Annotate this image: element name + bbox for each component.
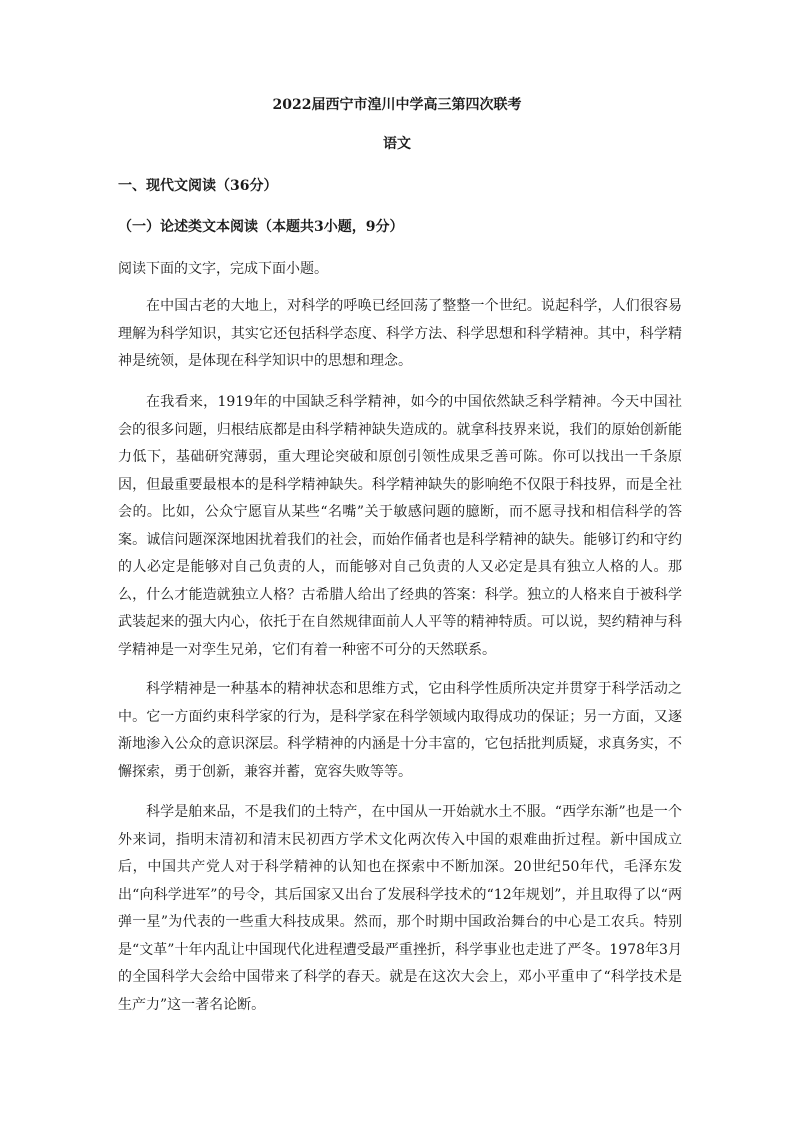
subsection-heading: （一）论述类文本阅读（本题共3小题，9分） <box>118 219 404 235</box>
reading-instruction: 阅读下面的文字，完成下面小题。 <box>118 261 328 277</box>
section-heading: 一、现代文阅读（36分） <box>118 178 278 194</box>
subject-title: 语文 <box>383 136 411 152</box>
exam-title: 2022届西宁市湟川中学高三第四次联考 <box>272 97 522 113</box>
passage-paragraph-1: 在中国古老的大地上，对科学的呼唤已经回荡了整整一个世纪。说起科学，人们很容易理解为科学知识，其实它还包括科学态度、科学方法、科学思想和科学精神。其中，科学精神是统领，是体现在科学知识中的思想和理念。 <box>118 298 682 369</box>
passage-paragraph-3: 科学精神是一种基本的精神状态和思维方式，它由科学性质所决定并贯穿于科学活动之中。它一方面约束科学家的行为，是科学家在科学领域内取得成功的保证；另一方面，又逐渐地渗入公众的意识深层。科学精神的内涵是十分丰富的，它包括批判质疑，求真务实，不懈探索，勇于创新，兼容并蓄，宽容失败等等。 <box>118 681 682 780</box>
passage-paragraph-2: 在我看来，1919年的中国缺乏科学精神，如今的中国依然缺乏科学精神。今天中国社会的很多问题，归根结底都是由科学精神缺失造成的。就拿科技界来说，我们的原始创新能力低下，基础研究薄弱，重大理论突破和原创引领性成果乏善可陈。你可以找出一千条原因，但最重要最根本的是科学精神缺失。科学精神缺失的影响绝不仅限于科技界，而是全社会的。比如，公众宁愿盲从某些“名嘴”关于敏感问题的臆断，而不愿寻找和相信科学的答案。诚信问题深深地困扰着我们的社会，而始作俑者也是科学精神的缺失。能够订约和守约的人必定是能够对自己负责的人，而能够对自己负责的人又必定是具有独立人格的人。那么，什么才能造就独立人格？古希腊人给出了经典的答案：科学。独立的人格来自于被科学武装起来的强大内心，依托于在自然规律面前人人平等的精神特质。可以说，契约精神与科学精神是一对孪生兄弟，它们有着一种密不可分的天然联系。 <box>118 394 682 658</box>
passage-paragraph-4: 科学是舶来品，不是我们的土特产，在中国从一开始就水土不服。“西学东渐”也是一个外来词，指明末清初和清末民初西方学术文化两次传入中国的艰难曲折过程。新中国成立后，中国共产党人对于科学精神的认知也在探索中不断加深。20世纪50年代，毛泽东发出“向科学进军”的号令，其后国家又出台了发展科学技术的“12年规划”，并且取得了以“两弹一星”为代表的一些重大科技成果。然而，那个时期中国政治舞台的中心是工农兵。特别是“文革”十年内乱让中国现代化进程遭受最严重挫折，科学事业也走进了严冬。1978年3月的全国科学大会给中国带来了科学的春天。就是在这次大会上，邓小平重申了“科学技术是生产力”这一著名论断。 <box>118 804 682 1013</box>
